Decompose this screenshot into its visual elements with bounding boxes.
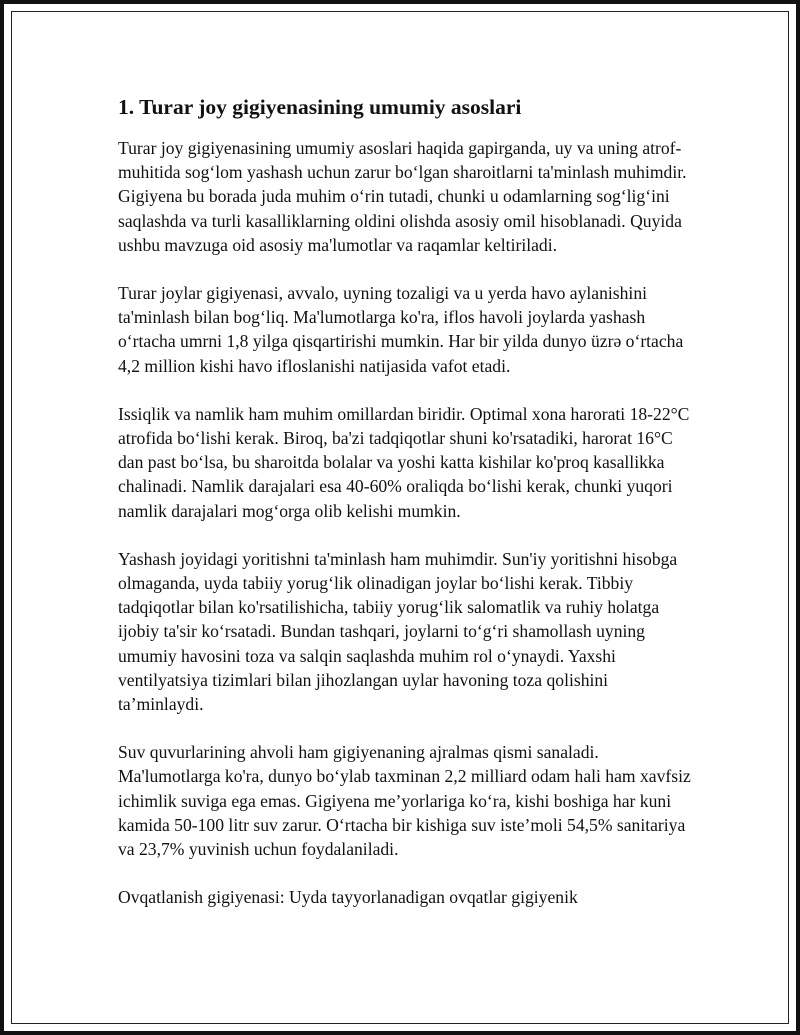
- section-heading: 1. Turar joy gigiyenasining umumiy asoslari: [118, 95, 522, 119]
- paragraph-lighting-ventilation: Yashash joyidagi yoritishni ta'minlash ham muhimdir. Sun'iy yoritishni hisobga olmaganda, uyda tabiiy yorug‘lik olinadigan joylar bo‘lishi kerak. Tibbiy tadqiqotlar bilan ko'rsatilishicha, tabiiy yorug‘lik salomatlik va ruhiy holatga ijobiy ta'sir ko‘rsatadi. Bundan tashqari, joylarni to‘g‘ri shamollash uyning umumiy havosini toza va salqin saqlashda muhim rol o‘ynaydi. Yaxshi ventilyatsiya tizimlari bilan jihozlangan uylar havoning toza qolishini ta’minlaydi.: [118, 548, 678, 715]
- document-body: [118, 94, 693, 909]
- paragraph-temperature-humidity: Issiqlik va namlik ham muhim omillardan biridir. Optimal xona harorati 18-22°C atrofida bo‘lishi kerak. Biroq, ba'zi tadqiqotlar shuni ko'rsatadiki, harorat 16°C dan past bo‘lsa, bu sharoitda bolalar va yoshi katta kishilar ko'proq kasallikka chalinadi. Namlik darajalari esa 40-60% oraliqda bo‘lishi kerak, chunki yuqori namlik darajalari mog‘orga olib kelishi mumkin.: [118, 403, 690, 521]
- paragraph-water-supply: Suv quvurlarining ahvoli ham gigiyenaning ajralmas qismi sanaladi. Ma'lumotlarga ko'ra, dunyo bo‘ylab taxminan 2,2 milliard odam hali ham xavfsiz ichimlik suviga ega emas. Gigiyena me’yorlariga ko‘ra, kishi boshiga har kuni kamida 50-100 litr suv zarur. O‘rtacha bir kishiga suv iste’moli 54,5% sanitariya va 23,7% yuvinish uchun foydalaniladi.: [118, 742, 691, 860]
- paragraph-food-hygiene: Ovqatlanish gigiyenasi: Uyda tayyorlanadigan ovqatlar gigiyenik: [118, 887, 578, 908]
- paragraph-air-quality: Turar joylar gigiyenasi, avvalo, uyning tozaligi va u yerda havo aylanishini ta'minlash bilan bog‘liq. Ma'lumotlarga ko'ra, iflos havoli joylarda yashash o‘rtacha umrni 1,8 yilga qisqartirishi mumkin. Har bir yilda dunyo üzrə o‘rtacha 4,2 million kishi havo ifloslanishi natijasida vafot etadi.: [118, 283, 684, 376]
- paragraph-intro: Turar joy gigiyenasining umumiy asoslari haqida gapirganda, uy va uning atrof-muhitida sog‘lom yashash uchun zarur bo‘lgan sharoitlarni ta'minlash muhimdir. Gigiyena bu borada juda muhim o‘rin tutadi, chunki u odamlarning sog‘lig‘ini saqlashda va turli kasalliklarning oldini olishda asosiy omil hisoblanadi. Quyida ushbu mavzuga oid asosiy ma'lumotlar va raqamlar keltiriladi.: [118, 138, 687, 255]
